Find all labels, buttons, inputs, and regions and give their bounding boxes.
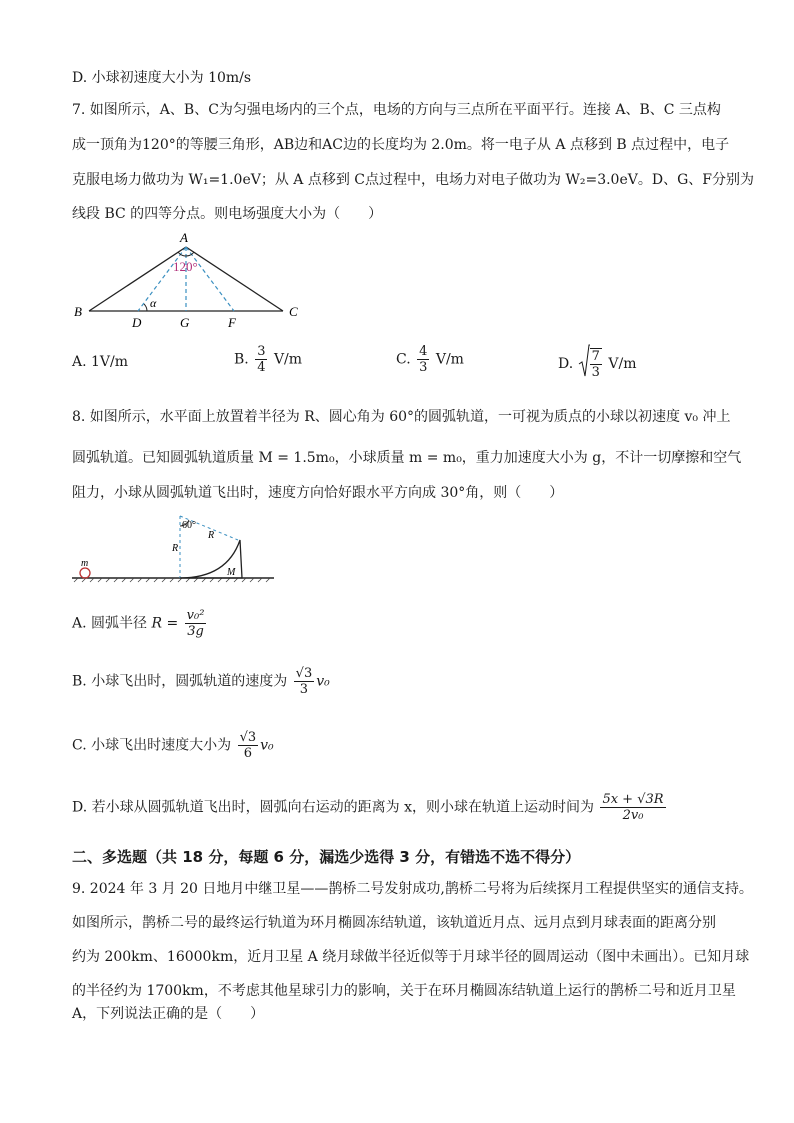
q7-option-a: A. 1V/m [72, 354, 129, 370]
q6-option-d: D. 小球初速度大小为 10m/s [72, 70, 252, 86]
label-f: F [228, 315, 236, 330]
q8-option-b-num: √3 [295, 666, 313, 681]
section-2-heading: 二、多选题（共 18 分，每题 6 分，漏选少选得 3 分，有错选不选不得分） [72, 848, 581, 866]
q8-option-c-var: v₀ [260, 737, 274, 754]
q7-option-c [396, 344, 464, 375]
q7-option-b [234, 344, 302, 375]
q9-stem-line4: 的半径约为 1700km，不考虑其他星球引力的影响，关于在环月椭圆冻结轨道上运行的鹊桥二号和近月卫星 [72, 983, 736, 999]
q8-option-b-fraction [294, 666, 315, 697]
q7-stem-line3: 克服电场力做功为 W₁=1.0eV；从 A 点移到 C点过程中，电场力对电子做功为 W₂=3.0eV。D、G、F分别为 [72, 172, 754, 188]
q8-stem-line3: 阻力，小球从圆弧轨道飞出时，速度方向恰好跟水平方向成 30°角，则（ ） [72, 485, 564, 501]
line-ac [186, 247, 283, 311]
q8-option-d-label: D. 若小球从圆弧轨道飞出时，圆弧向右运动的距离为 x，则小球在轨道上运动时间为 [72, 799, 594, 816]
q8-option-a-lhs: R = [151, 615, 179, 632]
q8-option-d-fraction [600, 792, 665, 823]
label-b: B [74, 304, 82, 319]
label-a: A [180, 230, 188, 245]
q7-option-b-den: 4 [257, 360, 266, 375]
q9-stem-line2: 如图所示，鹊桥二号的最终运行轨道为环月椭圆冻结轨道，该轨道近月点、远月点到月球表面的距离分别 [72, 915, 716, 931]
q8-stem-line1: 8. 如图所示，水平面上放置着半径为 R、圆心角为 60°的圆弧轨道，一可视为质点的小球以初速度 v₀ 冲上 [72, 409, 731, 425]
q8-option-c-label: C. 小球飞出时速度大小为 [72, 737, 232, 754]
q8-option-a [72, 608, 208, 639]
q7-option-d-num: 7 [591, 349, 600, 364]
q7-option-b-label: B. [234, 351, 249, 368]
q8-option-d [72, 792, 668, 823]
label-g: G [180, 315, 190, 330]
label-alpha: α [150, 296, 157, 310]
line-ab [89, 247, 186, 311]
q8-option-d-den: 2v₀ [622, 808, 644, 823]
q8-option-a-label: A. 圆弧半径 [72, 615, 148, 632]
q7-stem-line2: 成一顶角为120°的等腰三角形，AB边和AC边的长度均为 2.0m。将一电子从 A 点移到 B 点过程中，电子 [72, 137, 730, 153]
label-m-ball: m [81, 558, 89, 569]
q7-option-d-unit: V/m [608, 356, 637, 372]
q8-option-a-fraction [185, 608, 207, 639]
label-m-track: M [227, 567, 236, 578]
angle-arc-alpha [144, 304, 147, 311]
q8-option-b-den: 3 [299, 682, 309, 697]
label-angle-120: 120° [173, 259, 198, 274]
ball [80, 568, 90, 578]
label-c: C [289, 304, 298, 319]
q7-option-c-fraction [417, 344, 429, 375]
q7-triangle-figure [70, 228, 310, 330]
label-d: D [132, 315, 142, 330]
q8-option-b-var: v₀ [316, 673, 330, 690]
q9-stem-line5: A，下列说法正确的是（ ） [72, 1006, 265, 1022]
q8-option-b-label: B. 小球飞出时，圆弧轨道的速度为 [72, 673, 288, 690]
q7-option-d [558, 344, 636, 384]
q8-option-b [72, 666, 330, 697]
q8-option-a-den: 3g [187, 624, 204, 639]
q7-option-d-den: 3 [591, 365, 600, 380]
label-r-slanted: R [208, 530, 215, 541]
q7-stem-line4: 线段 BC 的四等分点。则电场强度大小为（ ） [72, 206, 383, 222]
q7-option-c-label: C. [396, 351, 411, 368]
q7-option-c-num: 4 [419, 344, 428, 359]
q8-option-c [72, 730, 274, 761]
label-60: 60° [182, 520, 196, 531]
q8-option-a-num: v₀² [186, 608, 205, 623]
label-r-vertical: R [172, 543, 179, 554]
q9-stem-line3: 约为 200km、16000km，近月卫星 A 绕月球做半径近似等于月球半径的圆周运动（图中未画出）。已知月球 [72, 949, 750, 965]
line-ad [138, 247, 186, 311]
q7-stem-line1: 7. 如图所示，A、B、C为匀强电场内的三个点，电场的方向与三点所在平面平行。连接 A、B、C 三点构 [72, 102, 721, 118]
line-af [186, 247, 234, 311]
q8-stem-line2: 圆弧轨道。已知圆弧轨道质量 M = 1.5m₀，小球质量 m = m₀，重力加速度大小为 g，不计一切摩擦和空气 [72, 450, 742, 466]
q8-option-c-den: 6 [243, 746, 252, 761]
q7-option-c-unit: V/m [435, 351, 464, 368]
q7-option-b-unit: V/m [273, 351, 303, 368]
q9-stem-line1: 9. 2024 年 3 月 20 日地月中继卫星——鹊桥二号发射成功,鹊桥二号将为后续探月工程提供坚实的通信支持。 [72, 881, 753, 897]
q7-option-d-label: D. [558, 356, 574, 372]
q8-option-d-num: 5x + √3R [602, 792, 664, 807]
q7-option-b-fraction [255, 344, 267, 375]
q7-option-d-fraction [590, 348, 602, 380]
q8-option-c-fraction [238, 730, 259, 761]
q7-option-c-den: 3 [419, 360, 428, 375]
sqrt-radical [578, 344, 590, 384]
q8-option-c-num: √3 [239, 730, 257, 745]
q7-option-b-num: 3 [257, 344, 266, 359]
q8-arc-track-figure [72, 510, 282, 588]
